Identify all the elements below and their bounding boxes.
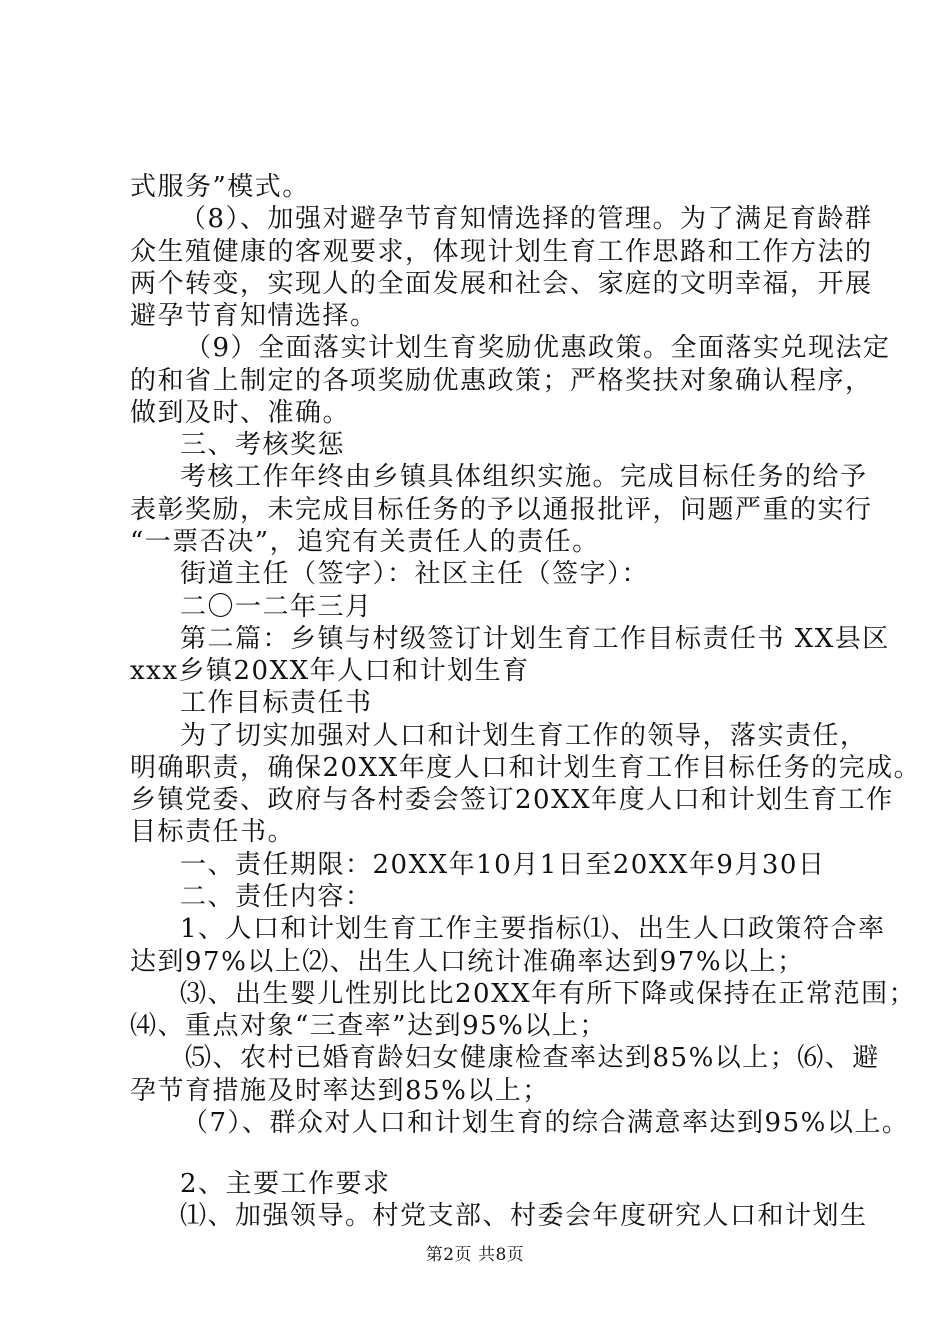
section-heading: 二、责任内容： xyxy=(180,882,373,912)
text-line: 目标责任书。 xyxy=(130,817,296,847)
text-line: 一、责任期限：20XX年10月1日至20XX年9月30日 xyxy=(180,850,826,880)
text-line: 避孕节育知情选择。 xyxy=(130,301,378,331)
text-line: 乡镇党委、政府与各村委会签订20XX年度人口和计划生育工作 xyxy=(130,785,894,815)
date-line: 二〇一二年三月 xyxy=(180,592,373,622)
text-line: 表彰奖励，未完成目标任务的予以通报批评，问题严重的实行 xyxy=(130,495,873,525)
text-line: 众生殖健康的客观要求，体现计划生育工作思路和工作方法的 xyxy=(130,237,873,267)
text-line: 考核工作年终由乡镇具体组织实施。完成目标任务的给予 xyxy=(180,462,868,492)
text-line: 式服务”模式。 xyxy=(130,172,310,202)
text-line: （9）全面落实计划生育奖励优惠政策。全面落实兑现法定 xyxy=(185,333,891,363)
document-title: 工作目标责任书 xyxy=(180,688,373,718)
text-line: （8）、加强对避孕节育知情选择的管理。为了满足育龄群 xyxy=(180,204,873,234)
text-line: （7）、群众对人口和计划生育的综合满意率达到95%以上。 xyxy=(182,1108,910,1138)
page-number-footer: 第2页 共8页 xyxy=(425,1245,525,1265)
signature-line: 街道主任（签字）：社区主任（签字）： xyxy=(180,559,650,589)
text-line: 两个转变，实现人的全面发展和社会、家庭的文明幸福，开展 xyxy=(130,269,873,299)
section-heading: 三、考核奖惩 xyxy=(180,430,346,460)
text-line: ⑶、出生婴儿性别比比20XX年有所下降或保持在正常范围； xyxy=(180,979,917,1009)
text-line: ⑴、加强领导。村党支部、村委会年度研究人口和计划生 xyxy=(180,1201,868,1231)
text-line: 为了切实加强对人口和计划生育工作的领导，落实责任， xyxy=(180,721,868,751)
text-line: 明确职责，确保20XX年度人口和计划生育工作目标任务的完成。 xyxy=(130,753,922,783)
text-line: 孕节育措施及时率达到85%以上； xyxy=(130,1076,550,1106)
text-line: ⑷、重点对象“三查率”达到95%以上； xyxy=(130,1011,607,1041)
chapter-heading: 第二篇：乡镇与村级签订计划生育工作目标责任书 XX县区 xyxy=(180,624,890,654)
section-heading: 2、主要工作要求 xyxy=(180,1169,391,1199)
text-line: “一票否决”，追究有关责任人的责任。 xyxy=(130,527,600,557)
text-line: ⑸、农村已婚育龄妇女健康检查率达到85%以上；⑹、避 xyxy=(185,1043,880,1073)
text-line: 的和省上制定的各项奖励优惠政策；严格奖扶对象确认程序， xyxy=(130,366,873,396)
text-line: 达到97%以上⑵、出生人口统计准确率达到97%以上； xyxy=(130,947,805,977)
chapter-heading-continued: xxx乡镇20XX年人口和计划生育 xyxy=(130,656,530,686)
text-line: 做到及时、准确。 xyxy=(130,398,351,428)
text-line: 1、人口和计划生育工作主要指标⑴、出生人口政策符合率 xyxy=(180,914,886,944)
